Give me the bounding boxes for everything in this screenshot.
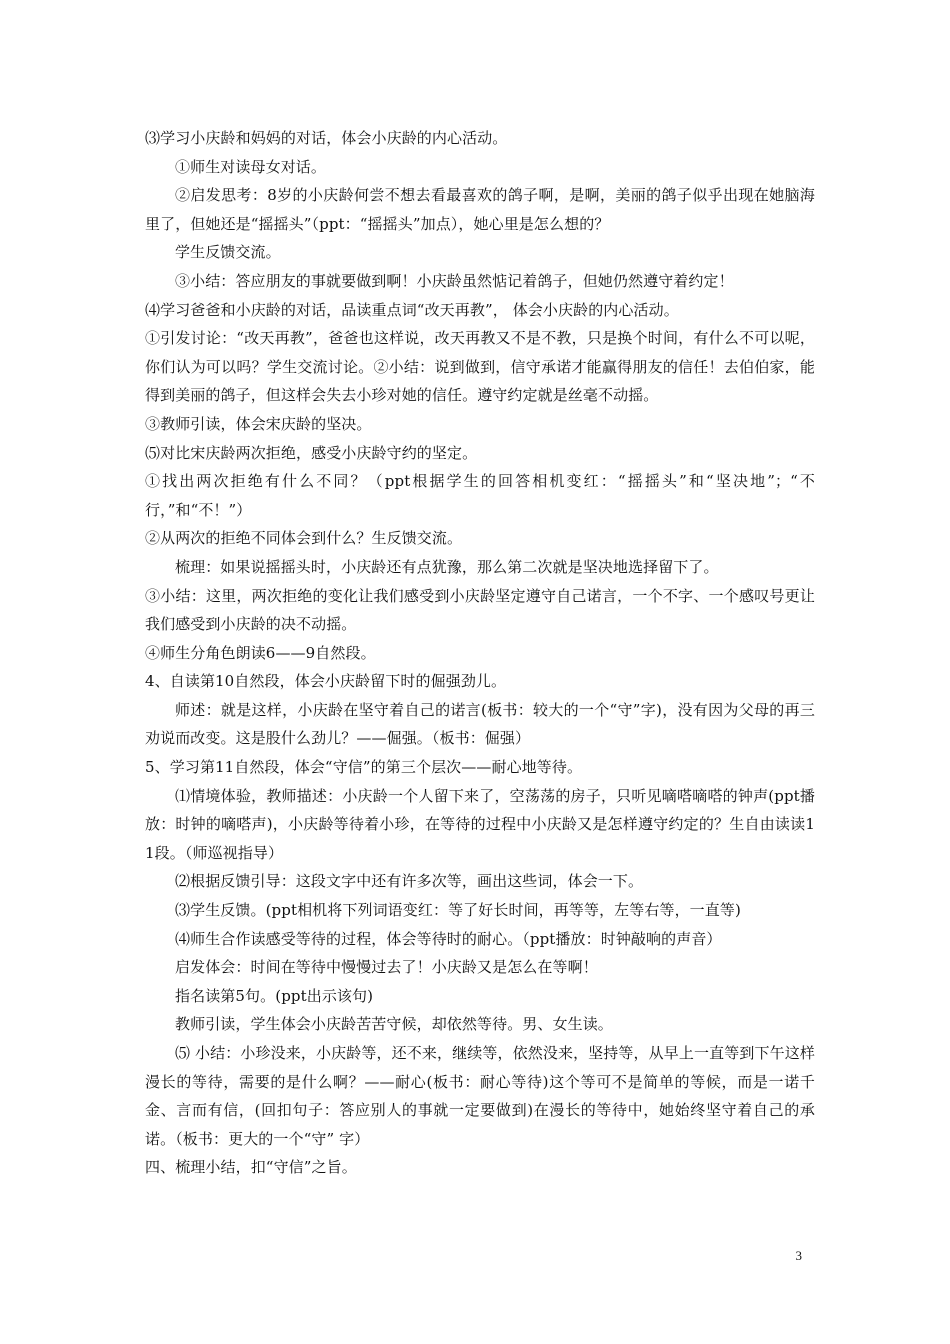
paragraph: 师述：就是这样，小庆龄在坚守着自己的诺言(板书：较大的一个“守”字)，没有因为父母的再三劝说而改变。这是股什么劲儿？——倔强。（板书：倔强） <box>145 700 815 748</box>
paragraph: 启发体会：时间在等待中慢慢过去了！小庆龄又是怎么在等啊！ <box>175 958 598 977</box>
paragraph: 4、自读第10自然段，体会小庆龄留下时的倔强劲儿。 <box>145 672 507 691</box>
paragraph: ⑶学习小庆龄和妈妈的对话，体会小庆龄的内心活动。 <box>145 129 508 147</box>
paragraph: ⑵根据反馈引导：这段文字中还有许多次等，画出这些词，体会一下。 <box>175 872 644 891</box>
paragraph: ③小结：这里，两次拒绝的变化让我们感受到小庆龄坚定遵守自己诺言，一个不字、一个感叹号更让我们感受到小庆龄的决不动摇。 <box>145 586 815 634</box>
paragraph: ⑸ 小结：小珍没来，小庆龄等，还不来，继续等，依然没来，坚持等，从早上一直等到下午这样漫长的等待，需要的是什么啊？——耐心(板书：耐心等待)这个等可不是简单的等候，而是一诺千金、言而有信，(回扣句子：答应别人的事就一定要做到)在漫长的等待中，她始终坚守着自己的承诺。（板书：更大的一个“守” 字） <box>145 1044 815 1148</box>
paragraph: ①师生对读母女对话。 <box>175 157 327 176</box>
paragraph: ⑷师生合作读感受等待的过程，体会等待时的耐心。（ppt播放：时钟敲响的声音） <box>175 929 722 948</box>
paragraph: ①找出两次拒绝有什么不同？（ppt根据学生的回答相机变红：“摇摇头”和“坚决地”；“不行，”和“不！”） <box>145 472 815 519</box>
paragraph: 学生反馈交流。 <box>175 243 281 262</box>
paragraph: 教师引读，学生体会小庆龄苦苦守候，却依然等待。男、女生读。 <box>175 1015 613 1034</box>
paragraph: ⑷学习爸爸和小庆龄的对话，品读重点词“改天再教”， 体会小庆龄的内心活动。 <box>145 300 679 319</box>
paragraph: 四、梳理小结，扣“守信”之旨。 <box>145 1158 357 1177</box>
paragraph: ⑸对比宋庆龄两次拒绝，感受小庆龄守约的坚定。 <box>145 443 478 462</box>
paragraph: ⑴情境体验，教师描述：小庆龄一个人留下来了，空荡荡的房子，只听见嘀嗒嘀嗒的钟声(ppt播放：时钟的嘀嗒声)，小庆龄等待着小珍，在等待的过程中小庆龄又是怎样遵守约定的？生自由读读11段。（师巡视指导） <box>145 786 815 862</box>
document-body <box>145 124 815 1182</box>
paragraph: ②启发思考：8岁的小庆龄何尝不想去看最喜欢的鸽子啊，是啊，美丽的鸽子似乎出现在她脑海里了，但她还是“摇摇头”（ppt：“摇摇头”加点），她心里是怎么想的？ <box>145 186 815 233</box>
paragraph: ⑶学生反馈。(ppt相机将下列词语变红：等了好长时间，再等等，左等右等，一直等) <box>175 901 741 920</box>
paragraph: 5、学习第11自然段，体会“守信”的第三个层次——耐心地等待。 <box>145 758 583 777</box>
page-number: 3 <box>795 1248 802 1263</box>
paragraph: ①引发讨论：“改天再教”，爸爸也这样说，改天再教又不是不教，只是换个时间，有什么不可以呢，你们认为可以吗？学生交流讨论。②小结：说到做到，信守承诺才能赢得朋友的信任！去伯伯家，能得到美丽的鸽子，但这样会失去小珍对她的信任。遵守约定就是丝毫不动摇。 <box>145 329 815 405</box>
paragraph: 梳理：如果说摇摇头时，小庆龄还有点犹豫，那么第二次就是坚决地选择留下了。 <box>175 557 719 576</box>
paragraph: ②从两次的拒绝不同体会到什么？生反馈交流。 <box>145 529 463 548</box>
paragraph: ③教师引读，体会宋庆龄的坚决。 <box>145 414 372 433</box>
paragraph: 指名读第5句。(ppt出示该句) <box>175 986 374 1005</box>
paragraph: ④师生分角色朗读6——9自然段。 <box>145 643 376 662</box>
paragraph: ③小结：答应朋友的事就要做到啊！小庆龄虽然惦记着鸽子，但她仍然遵守着约定！ <box>175 271 734 290</box>
